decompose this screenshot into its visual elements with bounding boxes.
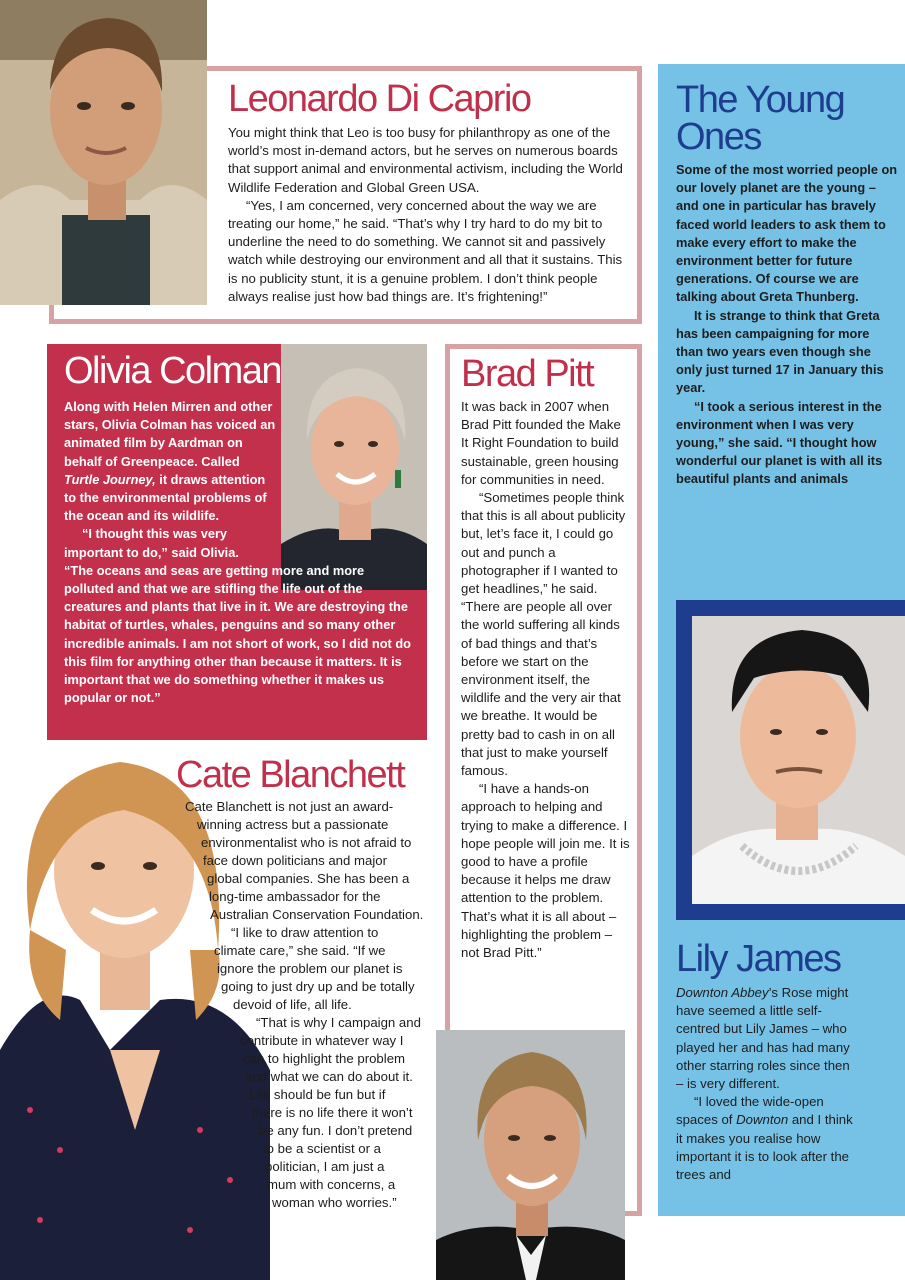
cate-text-line: “I like to draw attention to	[231, 925, 379, 940]
cate-text-line: long-time ambassador for the	[209, 889, 381, 904]
young-ones-heading: The Young Ones	[676, 79, 845, 158]
lily-paragraph	[676, 984, 856, 1093]
olivia-paragraph-text: it draws attention to the environmental problems of the ocean and its wildlife.	[64, 471, 267, 524]
olivia-paragraph: “I thought this was very important to do,” said Olivia.	[64, 526, 239, 560]
cate-text-line: mum with concerns, a	[267, 1177, 396, 1192]
leo-paragraph: You might think that Leo is too busy for philanthropy as one of the world’s most in-demand actors, but he serves on numerous boards that support animal and environmental activism, including the World Wildlife Federation and Global Green USA.	[228, 125, 623, 195]
cate-text-line: politician, I am just a	[265, 1159, 385, 1174]
olivia-paragraph	[64, 398, 276, 525]
leo-photo	[0, 0, 207, 305]
cate-text-line: Life should be fun but if	[249, 1087, 386, 1102]
lily-paragraph-text: ’s Rose might have seemed a little self-centred but Lily James – who played her and has had many other starring roles since then – is very different.	[676, 985, 850, 1092]
cate-text-line: contribute in whatever way I	[240, 1033, 404, 1048]
cate-heading: Cate Blanchett	[176, 754, 405, 796]
brad-heading: Brad Pitt	[461, 353, 594, 395]
young-ones-paragraph: “I took a serious interest in the environment when I was very young,” she said. “I thought how wonderful our planet is with all its beautiful plants and animals	[676, 398, 883, 487]
cate-text-line: can to highlight the problem	[243, 1051, 406, 1066]
olivia-paragraph: “The oceans and seas are getting more and more polluted and that we are stifling the life out of the creatures and plants that live in it. We are destroying the habitat of turtles, whales, penguins and so many other incredible animals. I am not short of work, so I did not do this film for anything other than because it matters. It is important that we do something whether it makes us popular or not.”	[64, 562, 411, 706]
justin-photo	[692, 616, 905, 904]
olivia-paragraph-text: Along with Helen Mirren and other stars, Olivia Colman has voiced an animated film by Aardman on behalf of Greenpeace. Called	[64, 399, 276, 469]
brad-body	[461, 398, 631, 962]
lily-body	[676, 984, 856, 1184]
lily-heading: Lily James	[676, 938, 841, 980]
brad-photo	[436, 1030, 625, 1280]
lily-show-title: Downton	[736, 1112, 789, 1128]
olivia-heading: Olivia Colman	[64, 350, 282, 392]
brad-paragraph: It was back in 2007 when Brad Pitt founded the Make It Right Foundation to build sustainable, green housing for communities in need.	[461, 399, 621, 487]
brad-paragraph: “I have a hands-on approach to helping and trying to make a difference. I hope people will join me. It is good to have a profile because it helps me draw attention to the problem. That’s what it is all about – highlighting the problem – not Brad Pitt.”	[461, 781, 630, 961]
cate-text-line: ignore the problem our planet is	[217, 961, 403, 976]
cate-text-line: Australian Conservation Foundation.	[210, 907, 424, 922]
cate-text-line: Cate Blanchett is not just an award-	[185, 799, 394, 814]
leo-body	[228, 124, 630, 306]
cate-text-line: going to just dry up and be totally	[221, 979, 415, 994]
lily-paragraph-text: and I think it makes you realise how important it is to look after the trees and	[676, 1112, 853, 1183]
brad-paragraph: “Sometimes people think that this is all about publicity but, let’s face it, I could go out and punch a photographer if I wanted to get headlines,” he said. “There are people all over the world suffering all kinds of bad things and that’s before we start on the environment itself, the wildlife and the very air that we breathe. It would be pretty bad to cash in on all that just to make yourself famous.	[461, 490, 626, 779]
cate-text-line: to be a scientist or a	[263, 1141, 382, 1156]
young-ones-paragraph: Some of the most worried people on our lovely planet are the young – and one in particular has bravely faced world leaders to ask them to make every effort to make the environment better for future generations. Of course we are talking about Greta Thunberg.	[676, 162, 898, 305]
cate-text-line: climate care,” she said. “If we	[214, 943, 386, 958]
cate-text-line: devoid of life, all life.	[233, 997, 352, 1012]
cate-text-line: be any fun. I don’t pretend	[259, 1123, 413, 1138]
young-ones-paragraph: It is strange to think that Greta has been campaigning for more than two years even though she only just turned 17 in January this year.	[676, 307, 884, 396]
lily-show-title: Downton Abbey	[676, 985, 769, 1000]
young-ones-body	[676, 161, 898, 489]
lily-paragraph	[676, 1093, 856, 1184]
cate-text-line: face down politicians and major	[203, 853, 387, 868]
cate-text-line: and what we can do about it.	[245, 1069, 413, 1084]
cate-text-line: woman who worries.”	[272, 1195, 397, 1210]
cate-text-line: “That is why I campaign and	[256, 1015, 421, 1030]
cate-text-line: there is no life there it won’t	[252, 1105, 413, 1120]
leo-paragraph: “Yes, I am concerned, very concerned about the way we are treating our home,” he said. “That’s why I try hard to do my bit to underline the need to do something. We cannot sit and passively watch while destroying our environment and all that it sustains. This is no publicity stunt, it is a genuine problem. I don’t think people always realise just how bad things are. It’s frightening!”	[228, 197, 623, 304]
cate-text-line: environmentalist who is not afraid to	[201, 835, 412, 850]
cate-text-line: winning actress but a passionate	[197, 817, 389, 832]
olivia-film-title: Turtle Journey,	[64, 471, 156, 487]
olivia-body	[64, 398, 416, 707]
lily-paragraph-text: “I loved the wide-open spaces of	[676, 1094, 824, 1128]
cate-text-line: global companies. She has been a	[207, 871, 410, 886]
leo-heading: Leonardo Di Caprio	[228, 78, 531, 120]
